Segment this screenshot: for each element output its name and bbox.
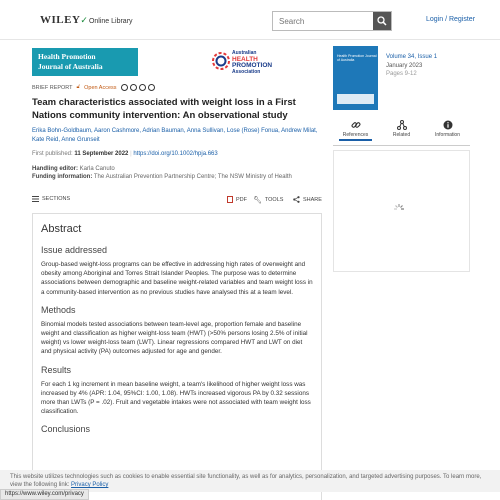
nc-icon xyxy=(139,84,146,91)
journal-cover[interactable] xyxy=(333,46,378,110)
article-title: Team characteristics associated with weight loss in a First Nations community intervention: An observational study xyxy=(32,97,296,121)
journal-banner[interactable] xyxy=(32,48,138,76)
by-icon xyxy=(130,84,137,91)
license-icons[interactable] xyxy=(121,84,155,91)
methods-text: Binomial models tested associations between team-level age, proportion female and baseline weight and classification as higher weight-loss team (HWT) (>50% persons losing 2.5% of initial weight) vs lower weight-loss team (LWT). Linear regressions compared HWT and LWT on diet and physical activity (PA) outcomes adjusted for age and gender. xyxy=(41,320,308,356)
cc-icon xyxy=(121,84,128,91)
results-heading: Results xyxy=(41,364,72,375)
assoc-line2: HEALTH xyxy=(232,55,258,63)
cover-title: Health Promotion Journal of Australia xyxy=(337,54,377,62)
association-emblem-icon xyxy=(210,50,232,76)
cookie-text xyxy=(10,473,490,489)
first-published-date: 11 September 2022 xyxy=(74,151,129,157)
network-icon xyxy=(397,120,407,130)
funding-label: Funding information: xyxy=(32,174,93,180)
list-icon xyxy=(32,196,39,202)
sections-button[interactable] xyxy=(32,196,70,202)
search-box xyxy=(272,11,392,31)
search-input[interactable] xyxy=(273,12,373,30)
publication-dates: First published: 11 September 2022 | https://doi.org/10.1002/hpja.663 xyxy=(32,151,218,157)
open-access-icon: 🔓︎ xyxy=(76,84,81,90)
results-text: For each 1 kg increment in mean baseline weight, a team's likelihood of higher weight loss was increased by 4% (APR: 1.04, 95%CI: 1.00, 1.08). HWTs increased vigorous PA by 0.32 sessions more than LWTs (P = .02). Fruit and vegetable intakes were not associated with team weight loss classification. xyxy=(41,380,311,416)
abstract-heading: Abstract xyxy=(41,223,82,235)
tab-panel xyxy=(333,150,470,272)
first-published-label: First published: xyxy=(32,151,73,157)
status-bar-url: https://www.wiley.com/privacy xyxy=(0,489,89,500)
methods-heading: Methods xyxy=(41,304,76,315)
login-register-link[interactable]: Login / Register xyxy=(426,16,476,23)
issue-date: January 2023 xyxy=(386,62,423,69)
sidebar-tabs xyxy=(333,120,470,146)
share-icon xyxy=(293,196,300,203)
brand-name: WILEY xyxy=(40,14,81,26)
tools-label: TOOLS xyxy=(264,197,284,203)
wrench-icon: 🔧︎ xyxy=(253,197,262,204)
tab-references[interactable] xyxy=(333,120,378,138)
issue-heading: Issue addressed xyxy=(41,245,108,255)
search-icon xyxy=(377,16,387,26)
pdf-button[interactable] xyxy=(227,196,247,203)
editor-funding xyxy=(32,165,322,181)
page-range: Pages 9-12 xyxy=(386,71,417,77)
cookie-message: This website utilizes technologies such as cookies to enable essential site functionality, as well as for analytics, personalization, and targeted advertising purposes. To learn more, view the following link: xyxy=(10,474,482,488)
tab-related[interactable] xyxy=(379,120,424,138)
cover-logo xyxy=(337,94,374,104)
share-button[interactable] xyxy=(293,196,322,203)
tab-references-label: References xyxy=(342,132,369,138)
info-icon xyxy=(443,120,453,130)
editor-name: Karla Canuto xyxy=(79,166,115,172)
issue-text: Group-based weight-loss programs can be effective in addressing high rates of overweight and obesity among Aboriginal and Torres Strait Islander Peoples. The purpose was to determine associations between demographic and baseline weight-related variables and team weight loss in a community-based intervention as no previous studies have analysed this at a team level. xyxy=(41,261,313,296)
nd-icon xyxy=(148,84,155,91)
issue-info xyxy=(386,53,437,79)
abstract-section xyxy=(32,213,322,500)
check-icon: ✓ xyxy=(80,15,88,25)
pdf-icon xyxy=(227,196,233,203)
article-meta-row xyxy=(32,84,155,91)
brand-subtitle: Online Library xyxy=(88,18,133,25)
journal-name-line2: Journal of Australia xyxy=(38,62,103,71)
wiley-logo[interactable] xyxy=(40,14,133,26)
assoc-line4: Association xyxy=(232,68,261,75)
article-type: BRIEF REPORT xyxy=(32,84,73,91)
share-label: SHARE xyxy=(303,196,322,203)
article-toolbar xyxy=(32,196,322,206)
volume-link[interactable]: Volume 34, Issue 1 xyxy=(386,54,438,60)
author-list[interactable]: Erika Bohn-Goldbaum, Aaron Cashmore, Adrian Bauman, Anna Sullivan, Lose (Rose) Fonua, Andrew Milat, Kate Reid, Anne Grunseit xyxy=(32,128,318,143)
loading-spinner-icon xyxy=(393,203,405,215)
doi-link[interactable]: https://doi.org/10.1002/hpja.663 xyxy=(133,151,218,157)
association-logo[interactable] xyxy=(210,50,280,76)
pdf-label: PDF xyxy=(236,196,247,203)
tools-button[interactable] xyxy=(253,196,283,204)
privacy-policy-link[interactable]: Privacy Policy xyxy=(71,482,109,488)
top-header xyxy=(0,0,500,40)
open-access-label[interactable]: Open Access xyxy=(84,84,117,91)
journal-name-line1: Health Promotion xyxy=(38,52,96,61)
tab-information-label: Information xyxy=(434,132,460,138)
assoc-line1: Australian xyxy=(232,50,257,56)
conclusions-heading: Conclusions xyxy=(41,424,91,435)
sections-label: SECTIONS xyxy=(42,196,71,202)
editor-label: Handling editor: xyxy=(32,166,78,172)
link-icon xyxy=(351,120,361,130)
search-button[interactable] xyxy=(373,12,391,30)
tab-related-label: Related xyxy=(392,132,411,138)
assoc-line3: PROMOTION xyxy=(232,62,273,69)
tab-information[interactable] xyxy=(425,120,470,138)
funding-text: The Australian Prevention Partnership Centre; The NSW Ministry of Health xyxy=(93,174,292,180)
